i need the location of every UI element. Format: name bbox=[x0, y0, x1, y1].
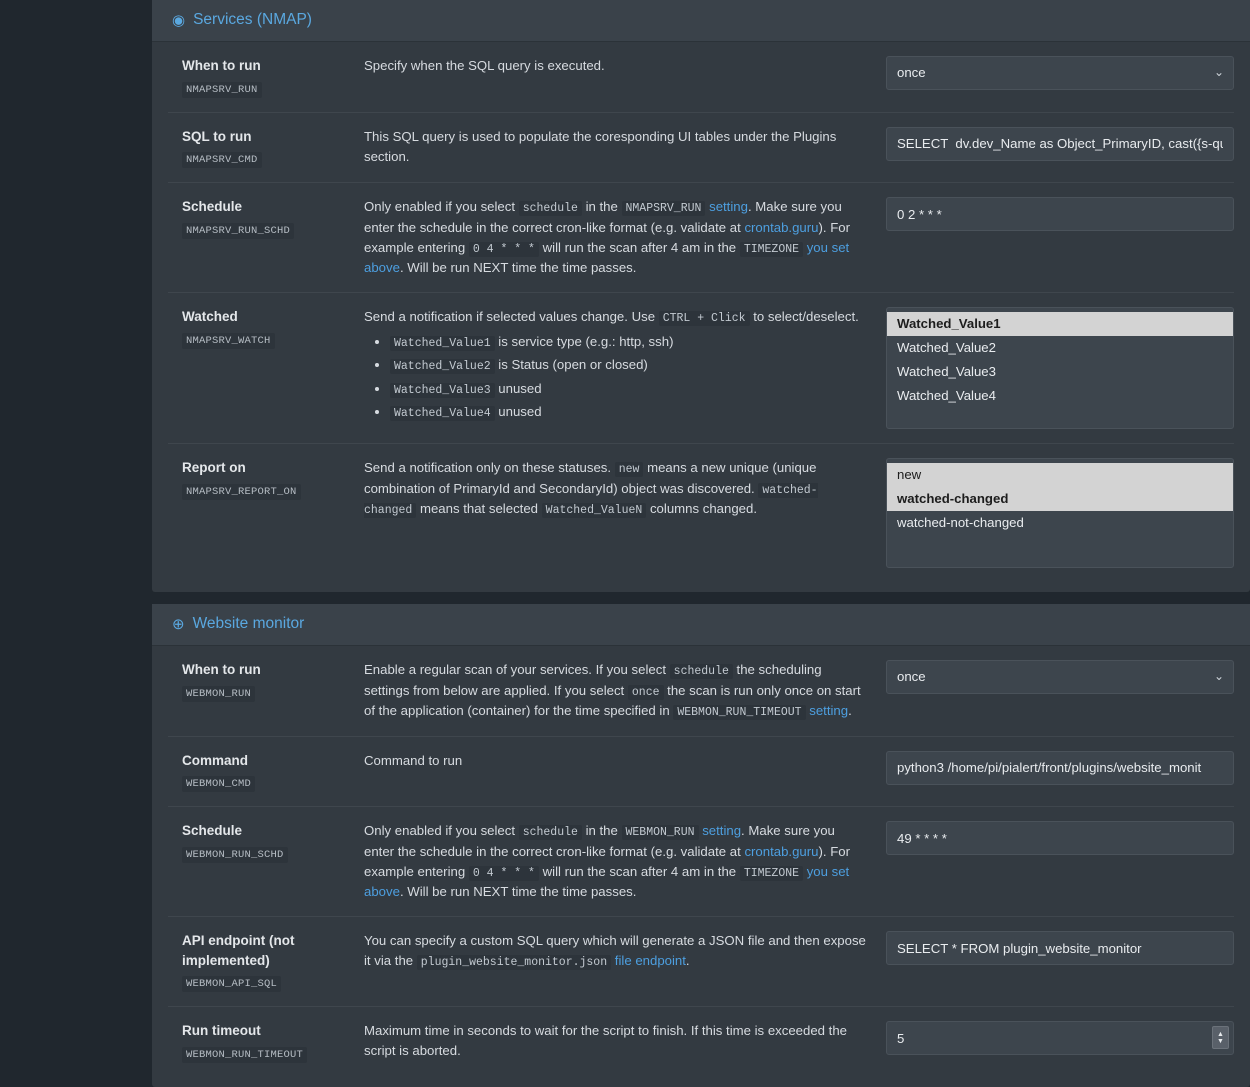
setting-description: Only enabled if you select schedule in the WEBMON_RUN setting. Make sure you enter the schedule in the correct cron-like format (e.g. validate at crontab.guru). For example entering 0 4 * * * will run the scan after 4 am in the TIMEZONE you set above. Will be run NEXT time the time passes. bbox=[364, 823, 850, 900]
setting-control-cell bbox=[886, 751, 1234, 785]
setting-label-cell bbox=[168, 56, 364, 98]
setting-description: Only enabled if you select schedule in the NMAPSRV_RUN setting. Make sure you enter the schedule in the correct cron-like format (e.g. validate at crontab.guru). For example entering 0 4 * * * will run the scan after 4 am in the TIMEZONE you set above. Will be run NEXT time the time passes. bbox=[364, 199, 850, 276]
setting-description: Specify when the SQL query is executed. bbox=[364, 58, 605, 73]
setting-key: NMAPSRV_WATCH bbox=[182, 333, 275, 349]
inline-code: WEBMON_RUN_TIMEOUT bbox=[673, 705, 805, 720]
setting-key: WEBMON_CMD bbox=[182, 776, 255, 792]
doc-link[interactable]: setting bbox=[709, 199, 748, 215]
doc-link[interactable]: you set above bbox=[364, 863, 850, 900]
inline-code: Watched_Value4 bbox=[390, 406, 495, 421]
list-item[interactable]: new bbox=[887, 463, 1233, 487]
chevron-down-icon: ⌄ bbox=[1213, 65, 1224, 79]
setting-label: Report on bbox=[182, 460, 246, 476]
inline-code: once bbox=[628, 685, 664, 700]
inline-code: new bbox=[615, 462, 644, 477]
setting-label-cell bbox=[168, 821, 364, 863]
setting-control-cell bbox=[886, 127, 1234, 161]
setting-row-run-timeout bbox=[168, 1007, 1234, 1077]
setting-label-cell bbox=[168, 931, 364, 992]
setting-description: Send a notification only on these statuses. new means a new unique (unique combination of PrimaryId and SecondaryId) object was discovered. watched-changed means that selected Watched_ValueN columns changed. bbox=[364, 460, 818, 518]
setting-label: SQL to run bbox=[182, 128, 252, 144]
setting-key: WEBMON_RUN_TIMEOUT bbox=[182, 1047, 307, 1063]
inline-code: schedule bbox=[670, 664, 733, 679]
inline-code: Watched_Value3 bbox=[390, 383, 495, 398]
setting-row-watched bbox=[168, 293, 1234, 444]
inline-code: Watched_Value1 bbox=[390, 336, 495, 351]
chevron-down-icon: ⌄ bbox=[1213, 669, 1224, 684]
setting-label-cell bbox=[168, 197, 364, 239]
inline-code: CTRL + Click bbox=[659, 311, 750, 326]
inline-code: 0 4 * * * bbox=[469, 242, 539, 257]
report-on-listbox[interactable] bbox=[886, 458, 1234, 568]
setting-label: Schedule bbox=[182, 199, 243, 215]
setting-label-cell bbox=[168, 660, 364, 702]
setting-row-schedule bbox=[168, 183, 1234, 293]
inline-code: TIMEZONE bbox=[740, 866, 803, 881]
setting-label: Schedule bbox=[182, 823, 243, 839]
setting-key: NMAPSRV_RUN bbox=[182, 82, 262, 98]
schedule-input[interactable] bbox=[886, 197, 1234, 231]
inline-code: 0 4 * * * bbox=[469, 866, 539, 881]
list-item[interactable]: Watched_Value2 bbox=[897, 340, 996, 356]
setting-label-cell bbox=[168, 1021, 364, 1063]
setting-control-cell bbox=[886, 821, 1234, 855]
inline-code: TIMEZONE bbox=[740, 242, 803, 257]
setting-control-cell bbox=[886, 458, 1234, 568]
section-header-website-monitor[interactable] bbox=[152, 604, 1250, 646]
section-title: Website monitor bbox=[192, 615, 305, 633]
inline-code: watched-changed bbox=[364, 483, 818, 518]
setting-row-api-endpoint bbox=[168, 917, 1234, 1007]
radar-icon: ◉ bbox=[172, 11, 186, 29]
when-to-run-select-wrap bbox=[886, 56, 1234, 90]
sql-to-run-input[interactable] bbox=[886, 127, 1234, 161]
setting-label: When to run bbox=[182, 58, 261, 73]
setting-row-sql-to-run bbox=[168, 113, 1234, 184]
setting-key: WEBMON_RUN_SCHD bbox=[182, 847, 288, 863]
setting-key: WEBMON_RUN bbox=[182, 686, 255, 702]
list-item[interactable]: Watched_Value3 bbox=[897, 364, 996, 380]
setting-label-cell bbox=[168, 127, 364, 169]
list-item[interactable]: watched-not-changed bbox=[897, 515, 1024, 531]
setting-label-cell bbox=[168, 458, 364, 500]
setting-key: WEBMON_API_SQL bbox=[182, 976, 281, 992]
setting-label: Watched bbox=[182, 309, 238, 325]
inline-code: schedule bbox=[519, 201, 582, 216]
when-to-run-select[interactable]: once bbox=[886, 56, 1234, 90]
setting-description: Enable a regular scan of your services. If you select schedule the scheduling settings from below are applied. If you select once the scan is run only once on start of the application (container) for the time specified in WEBMON_RUN_TIMEOUT setting. bbox=[364, 662, 861, 720]
setting-label: Run timeout bbox=[182, 1023, 261, 1039]
setting-label: API endpoint (not implemented) bbox=[182, 933, 295, 968]
doc-link[interactable]: you set above bbox=[364, 239, 850, 276]
doc-link[interactable]: file endpoint bbox=[614, 953, 686, 969]
inline-code: WEBMON_RUN bbox=[622, 825, 699, 840]
globe-icon: ⊕ bbox=[172, 615, 185, 633]
inline-code: plugin_website_monitor.json bbox=[417, 955, 611, 970]
setting-label-cell bbox=[168, 751, 364, 793]
settings-content bbox=[152, 0, 1250, 1061]
setting-description: You can specify a custom SQL query which will generate a JSON file and then expose it via the plugin_website_monitor.json file endpoint. bbox=[364, 933, 866, 970]
schedule-input[interactable] bbox=[886, 821, 1234, 855]
when-to-run-select[interactable]: once bbox=[886, 660, 1234, 694]
command-input[interactable] bbox=[886, 751, 1234, 785]
setting-row-report-on bbox=[168, 444, 1234, 582]
list-item[interactable]: Watched_Value1 bbox=[887, 312, 1233, 336]
setting-control-cell bbox=[886, 660, 1234, 694]
section-body bbox=[152, 646, 1250, 1087]
watched-listbox[interactable] bbox=[886, 307, 1234, 429]
list-item[interactable]: watched-changed bbox=[887, 487, 1233, 511]
run-timeout-stepper[interactable]: ▲ ▼ bbox=[1212, 1026, 1229, 1049]
setting-row-command bbox=[168, 737, 1234, 808]
setting-row-schedule bbox=[168, 807, 1234, 917]
setting-description: Maximum time in seconds to wait for the script to finish. If this time is exceeded the script is aborted. bbox=[364, 1023, 848, 1059]
setting-control-cell bbox=[886, 197, 1234, 231]
setting-control-cell bbox=[886, 1021, 1234, 1055]
setting-label: Command bbox=[182, 752, 249, 768]
inline-code: schedule bbox=[519, 825, 582, 840]
list-item[interactable]: Watched_Value4 bbox=[897, 388, 996, 404]
inline-code: Watched_Value2 bbox=[390, 359, 495, 374]
section-website-monitor bbox=[152, 604, 1250, 1087]
section-body bbox=[152, 42, 1250, 592]
run-timeout-number-wrap bbox=[886, 1021, 1234, 1055]
setting-description: This SQL query is used to populate the coresponding UI tables under the Plugins section. bbox=[364, 128, 837, 164]
setting-key: NMAPSRV_RUN_SCHD bbox=[182, 223, 294, 239]
setting-control-cell bbox=[886, 56, 1234, 90]
setting-key: NMAPSRV_CMD bbox=[182, 152, 262, 168]
doc-link[interactable]: setting bbox=[809, 703, 849, 719]
section-services-nmap bbox=[152, 0, 1250, 592]
inline-code: Watched_ValueN bbox=[542, 503, 647, 518]
section-header-services-nmap[interactable] bbox=[152, 0, 1250, 42]
setting-row-when-to-run bbox=[168, 42, 1234, 113]
section-title: Services (NMAP) bbox=[193, 11, 312, 28]
run-timeout-input[interactable] bbox=[886, 1021, 1234, 1055]
doc-link[interactable]: crontab.guru bbox=[744, 843, 819, 859]
doc-link[interactable]: crontab.guru bbox=[744, 219, 819, 235]
setting-label: When to run bbox=[182, 662, 261, 678]
setting-control-cell bbox=[886, 307, 1234, 429]
setting-control-cell bbox=[886, 931, 1234, 965]
api-endpoint-input[interactable] bbox=[886, 931, 1234, 965]
doc-link[interactable]: setting bbox=[702, 823, 742, 839]
setting-key: NMAPSRV_REPORT_ON bbox=[182, 484, 301, 500]
when-to-run-select-wrap bbox=[886, 660, 1234, 694]
setting-row-when-to-run bbox=[168, 646, 1234, 736]
setting-description: Send a notification if selected values change. Use CTRL + Click to select/deselect. • Watched_Value1 is service type (e.g.: http, ssh) • Watched_Value2 is Status (open or closed) • Watched_Value3 unused • Watched_Value4 unused bbox=[364, 307, 886, 425]
inline-code: NMAPSRV_RUN bbox=[622, 201, 706, 216]
setting-label-cell bbox=[168, 307, 364, 349]
setting-description: Command to run bbox=[364, 752, 463, 768]
